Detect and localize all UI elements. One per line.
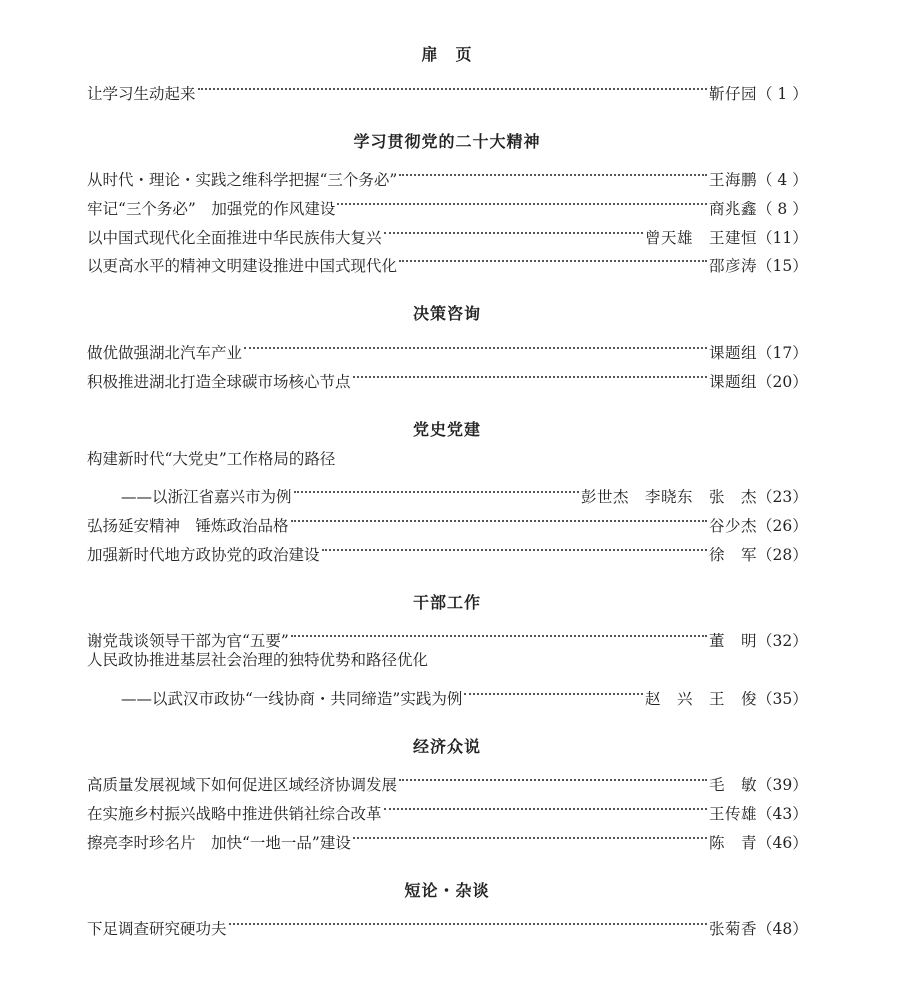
dot-leader — [399, 243, 707, 272]
entry-author: 陈 青 — [708, 833, 757, 852]
entry-title: 构建新时代“大党史”工作格局的路径 — [87, 449, 336, 468]
entry-title: 擦亮李时珍名片 加快“一地一品”建设 — [87, 833, 351, 852]
dot-leader — [291, 618, 707, 647]
section-title: 短论・杂谈 — [404, 880, 490, 900]
entry-page: （39） — [757, 776, 808, 795]
section-title: 党史党建 — [412, 419, 481, 439]
toc-entry[interactable] — [87, 474, 808, 507]
entry-page: （ 1 ） — [757, 84, 808, 103]
entry-title: 做优做强湖北汽车产业 — [87, 344, 243, 363]
entry-page: （26） — [757, 516, 808, 535]
entry-author: 王海鹏 — [708, 171, 757, 190]
dot-leader — [353, 358, 707, 387]
entry-title: 牢记“三个务必” 加强党的作风建设 — [87, 200, 336, 219]
entry-author: 商兆鑫 — [708, 200, 757, 219]
section-title: 决策咨询 — [412, 304, 481, 324]
entry-page: （ 8 ） — [757, 200, 808, 219]
entry-title: 弘扬延安精神 锤炼政治品格 — [87, 516, 289, 535]
entry-title: 积极推进湖北打造全球碳市场核心节点 — [87, 372, 351, 391]
section-title: 学习贯彻党的二十大精神 — [353, 131, 541, 151]
entry-page: （20） — [757, 372, 808, 391]
dot-leader — [291, 502, 707, 531]
entry-author: 谷少杰 — [708, 516, 757, 535]
toc-entry[interactable] — [87, 675, 808, 708]
toc-entry[interactable] — [87, 157, 808, 190]
entry-page: （23） — [757, 488, 808, 507]
entry-page: （32） — [757, 632, 808, 651]
entry-author: 彭世杰 李晓东 张 杰 — [580, 488, 757, 507]
dot-leader — [399, 157, 707, 186]
entry-author: 毛 敏 — [708, 776, 757, 795]
dot-leader — [464, 675, 643, 704]
entry-author: 课题组 — [708, 344, 757, 363]
dot-leader — [337, 185, 707, 214]
entry-page: （48） — [757, 920, 808, 939]
entry-title: 让学习生动起来 — [87, 84, 196, 103]
entry-page: （28） — [757, 545, 808, 564]
toc-entry[interactable] — [87, 70, 808, 103]
entry-title: 从时代・理论・实践之维科学把握“三个务必” — [87, 171, 398, 190]
entry-author: 赵 兴 王 俊 — [644, 689, 757, 708]
entry-page: （46） — [757, 833, 808, 852]
entry-page: （11） — [757, 228, 808, 247]
toc-entry[interactable] — [87, 329, 808, 363]
entry-title: 谢党哉谈领导干部为官“五要” — [87, 632, 289, 651]
entry-title: 人民政协推进基层社会治理的独特优势和路径优化 — [87, 651, 429, 670]
entry-subtitle: ——以武汉市政协“一线协商・共同缔造”实践为例 — [121, 689, 463, 708]
entry-page: （43） — [757, 805, 808, 823]
entry-author: 曾天雄 王建恒 — [644, 228, 757, 247]
dot-leader — [322, 531, 707, 560]
section-title: 扉 页 — [421, 45, 473, 64]
entry-title: 高质量发展视域下如何促进区域经济协调发展 — [87, 776, 398, 795]
entry-page: （15） — [757, 257, 808, 276]
dot-leader — [244, 329, 707, 358]
entry-title: 在实施乡村振兴战略中推进供销社综合改革 — [87, 805, 382, 823]
entry-author: 课题组 — [708, 372, 757, 391]
entry-page: （ 4 ） — [757, 171, 808, 190]
entry-title: 下足调查研究硬功夫 — [87, 920, 227, 939]
section-title: 干部工作 — [412, 592, 481, 612]
entry-author: 徐 军 — [708, 545, 757, 564]
toc-entry-title-line[interactable] — [87, 646, 807, 675]
toc-entry[interactable] — [87, 618, 808, 651]
table-of-contents — [87, 40, 808, 939]
dot-leader — [229, 906, 707, 935]
entry-author: 董 明 — [708, 632, 757, 651]
dot-leader — [294, 474, 579, 503]
entry-author: 张菊香 — [708, 920, 757, 939]
entry-title: 加强新时代地方政协党的政治建设 — [87, 545, 320, 564]
entry-title: 以更高水平的精神文明建设推进中国式现代化 — [87, 257, 398, 276]
dot-leader — [399, 762, 707, 791]
section-title: 经济众说 — [412, 736, 481, 756]
toc-entry-title-line[interactable] — [87, 445, 807, 474]
entry-title: 以中国式现代化全面推进中华民族伟大复兴 — [87, 228, 382, 247]
dot-leader — [384, 214, 643, 243]
entry-page: （17） — [757, 344, 808, 363]
dot-leader — [198, 70, 707, 99]
dot-leader — [353, 819, 707, 848]
entry-author: 邵彦涛 — [708, 257, 757, 276]
entry-author: 王传雄 — [708, 805, 757, 823]
toc-entry[interactable] — [87, 906, 808, 939]
toc-entry[interactable] — [87, 762, 808, 795]
entry-author: 靳仔园 — [708, 84, 757, 103]
dot-leader — [384, 790, 707, 819]
entry-subtitle: ——以浙江省嘉兴市为例 — [121, 488, 292, 507]
entry-page: （35） — [757, 689, 808, 708]
